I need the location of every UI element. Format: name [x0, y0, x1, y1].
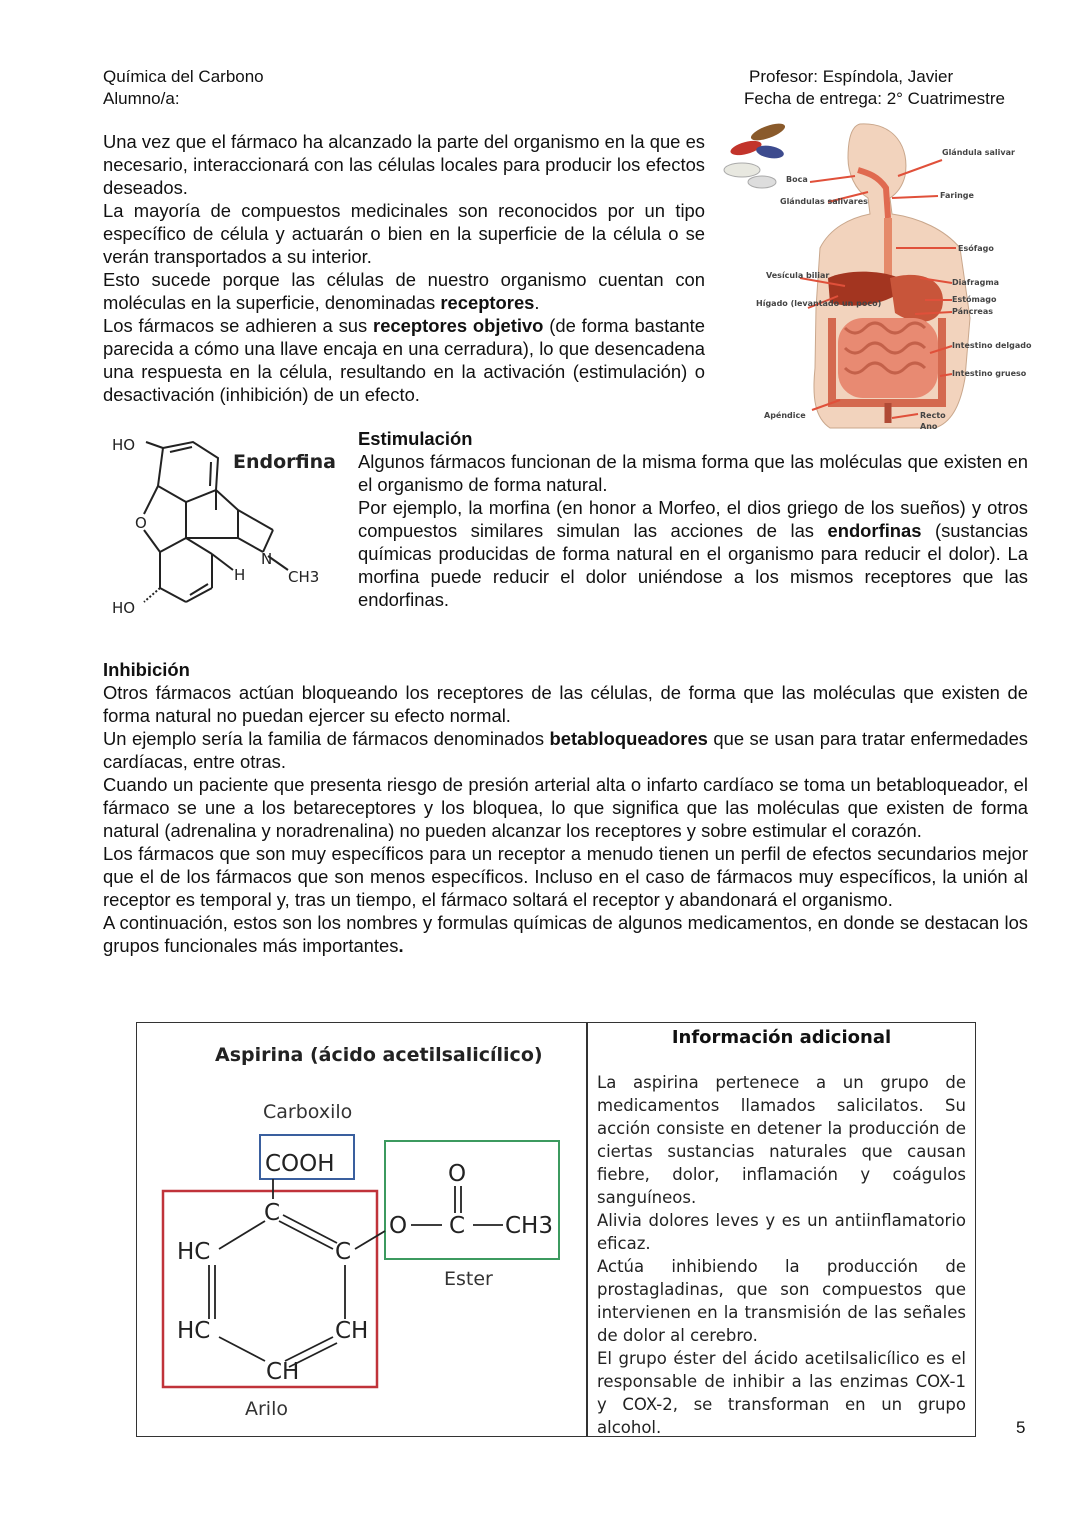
- ester-box: [385, 1141, 559, 1259]
- endorfina-structure: [108, 430, 338, 620]
- endorfina-atom-n: N: [261, 550, 273, 568]
- info-p4: El grupo éster del ácido acetilsalicílico es el responsable de inhibir a las enzimas COX-1 y COX-2, se transforman en un grupo alcohol.: [597, 1349, 966, 1437]
- stimulation-title: Estimulación: [358, 428, 473, 449]
- pills-illustration: [724, 120, 787, 188]
- svg-text:Hígado (levantado un poco): Hígado (levantado un poco): [756, 299, 882, 308]
- svg-text:Faringe: Faringe: [940, 191, 974, 200]
- svg-text:Páncreas: Páncreas: [952, 307, 994, 316]
- aspirin-structure: [137, 1023, 586, 1436]
- svg-text:Ano: Ano: [920, 422, 938, 431]
- carboxyl-label: Carboxilo: [263, 1101, 353, 1123]
- svg-text:Esófago: Esófago: [958, 244, 994, 253]
- due-label: Fecha de entrega: 2° Cuatrimestre: [744, 89, 1005, 108]
- aspirin-cooh: COOH: [265, 1151, 335, 1177]
- aspirin-atom-c2: C: [335, 1239, 352, 1265]
- intro-p4: Los fármacos se adhieren a sus receptores objetivo (de forma bastante parecida a cómo una llave encaja en una cerradura), lo que desencadena una respuesta en la célula, resultando en la activación (estimulación) o desactivación (inhibición) de un efecto.: [103, 315, 705, 405]
- svg-text:Glándula salivar: Glándula salivar: [942, 148, 1015, 157]
- endorfina-atom-ho-bottom: HO: [112, 599, 136, 617]
- svg-text:Intestino delgado: Intestino delgado: [952, 341, 1032, 350]
- ester-label: Ester: [444, 1268, 493, 1290]
- inhibition-title: Inhibición: [103, 659, 190, 680]
- intro-p3: Esto sucede porque las células de nuestro organismo cuentan con moléculas en la superficie, denominadas receptores.: [103, 269, 705, 313]
- stimulation-section: [358, 427, 1028, 611]
- header-right: [744, 66, 1005, 110]
- svg-text:Boca: Boca: [786, 175, 808, 184]
- aspirin-title: Aspirina (ácido acetilsalicílico): [215, 1044, 543, 1066]
- aspirin-atom-ch3: CH3: [505, 1213, 553, 1239]
- inhibition-section: [103, 658, 1028, 957]
- intro-text: [103, 130, 705, 406]
- info-text: [597, 1071, 966, 1439]
- inhibition-p2: Un ejemplo sería la familia de fármacos denominados betabloqueadores que se usan para tratar enfermedades cardíacas, entre otras.: [103, 728, 1028, 772]
- endorfina-atom-o: O: [135, 514, 147, 532]
- info-p2: Alivia dolores leves y es un antiinflamatorio eficaz.: [597, 1211, 966, 1253]
- teacher-label: Profesor: Espíndola, Javier: [749, 67, 954, 86]
- student-label: Alumno/a:: [103, 89, 180, 108]
- table-divider: [586, 1023, 588, 1436]
- inhibition-p4: Los fármacos que son muy específicos para un receptor a menudo tienen un perfil de efectos secundarios mejor que el de los fármacos que son menos específicos. Incluso en el caso de fármacos muy específicos, la unión al receptor es temporal y, tras un tiempo, el fármaco soltará el receptor y abandonará el organismo.: [103, 843, 1028, 910]
- intro-p1: Una vez que el fármaco ha alcanzado la parte del organismo en la que es necesario, interaccionará con las células locales para producir los efectos deseados.: [103, 131, 705, 198]
- aspirin-atom-o-link: O: [389, 1213, 408, 1239]
- digestive-system-figure: [720, 118, 1032, 436]
- aryl-label: Arilo: [245, 1398, 288, 1420]
- aspirin-table: [136, 1022, 976, 1437]
- aspirin-atom-c1: C: [264, 1200, 281, 1226]
- aspirin-atom-hc2: HC: [177, 1318, 211, 1344]
- svg-text:Estómago: Estómago: [952, 295, 997, 304]
- svg-text:Intestino grueso: Intestino grueso: [952, 369, 1027, 378]
- endorfina-atom-h: H: [234, 566, 246, 584]
- intro-p2: La mayoría de compuestos medicinales son reconocidos por un tipo específico de célula y actuarán o bien en la superficie de la célula o se verán transportados a su interior.: [103, 200, 705, 267]
- aspirin-atom-o-top: O: [448, 1161, 467, 1187]
- header-left: [103, 66, 264, 110]
- aspirin-atom-ch1: CH: [335, 1318, 369, 1344]
- svg-text:Glándulas salivares: Glándulas salivares: [780, 197, 868, 206]
- info-p3: Actúa inhibiendo la producción de prostagladinas, que son compuestos que intervienen en la transmisión de las señales de dolor al cerebro.: [597, 1257, 966, 1345]
- inhibition-p1: Otros fármacos actúan bloqueando los receptores de las células, de forma que las moléculas que existen de forma natural no puedan ejercer su efecto normal.: [103, 682, 1028, 726]
- info-title: Información adicional: [671, 1027, 892, 1048]
- endorfina-title: Endorfina: [233, 451, 336, 473]
- endorfina-atom-ch3: CH3: [288, 568, 320, 586]
- aspirin-atom-ch2: CH: [266, 1359, 300, 1385]
- inhibition-p5: A continuación, estos son los nombres y formulas químicas de algunos medicamentos, en donde se destacan los grupos funcionales más importantes.: [103, 912, 1028, 956]
- aspirin-atom-hc1: HC: [177, 1239, 211, 1265]
- info-p1: La aspirina pertenece a un grupo de medicamentos llamados salicilatos. Su acción consiste en detener la producción de ciertas sustancias naturales que causan fiebre, dolor, inflamación y coágulos sanguíneos.: [597, 1073, 966, 1207]
- stimulation-p2: Por ejemplo, la morfina (en honor a Morfeo, el dios griego de los sueños) y otros compuestos similares simulan las acciones de las endorfinas (sustancias químicas producidas de forma natural en el organismo para reducir el dolor). La morfina puede reducir el dolor uniéndose a los mismos receptores que las endorfinas.: [358, 497, 1028, 610]
- svg-text:Apéndice: Apéndice: [764, 411, 806, 420]
- svg-text:Diafragma: Diafragma: [952, 278, 1000, 287]
- subject-label: Química del Carbono: [103, 67, 264, 86]
- aspirin-atom-c-ester: C: [449, 1213, 466, 1239]
- inhibition-p3: Cuando un paciente que presenta riesgo de presión arterial alta o infarto cardíaco se toma un betabloqueador, el fármaco se une a los betareceptores y los bloquea, lo que significa que las moléculas que existen de forma natural (adrenalina y noradrenalina) no pueden alcanzar los receptores y sobre estimular el corazón.: [103, 774, 1028, 841]
- endorfina-atom-ho-top: HO: [112, 436, 136, 454]
- page-number: 5: [1016, 1418, 1026, 1437]
- stimulation-p1: Algunos fármacos funcionan de la misma forma que las moléculas que existen en el organismo de forma natural.: [358, 451, 1028, 495]
- svg-text:Vesícula biliar: Vesícula biliar: [766, 271, 830, 280]
- svg-text:Recto: Recto: [920, 411, 946, 420]
